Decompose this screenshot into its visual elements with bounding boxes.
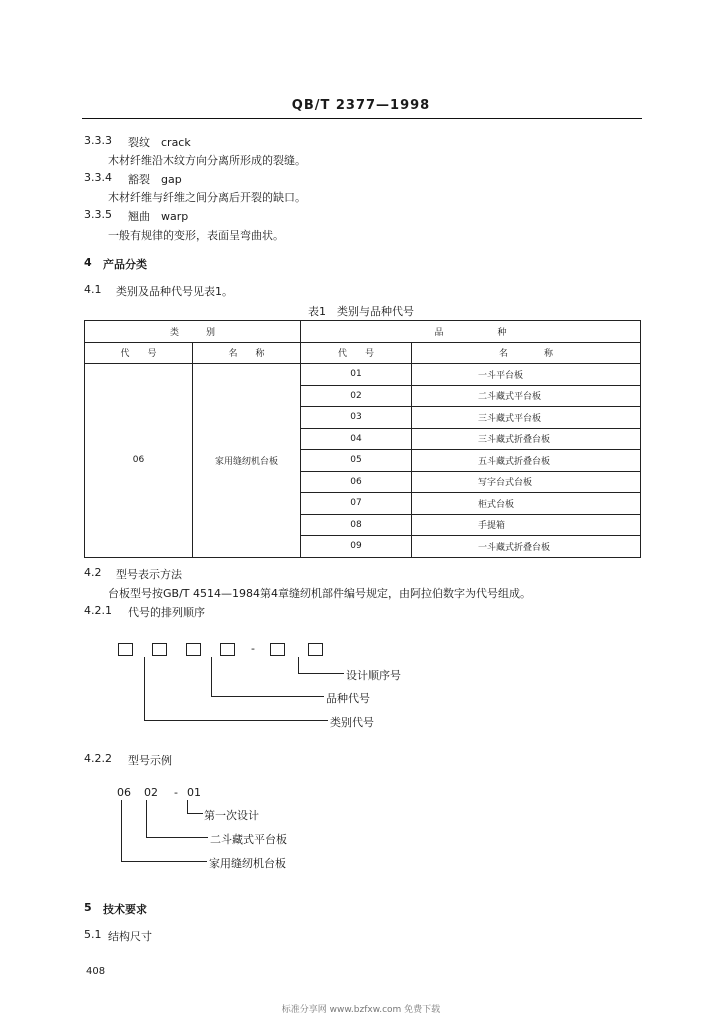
row-name: 一斗平台板 [412, 364, 641, 386]
row-name: 柜式台板 [412, 493, 641, 515]
row-code: 03 [301, 407, 412, 429]
example-code-dash: - [174, 786, 178, 799]
row-name: 写字台式台板 [412, 471, 641, 493]
connector-line [121, 861, 207, 862]
digit-box [308, 643, 323, 656]
sec-4-2-2-num: 4.2.2 [84, 752, 112, 765]
connector-line [298, 657, 299, 674]
sec-3-3-4-title: 豁裂 gap [128, 173, 182, 186]
header-rule [82, 118, 642, 119]
label-category-code: 类别代号 [330, 716, 374, 729]
sec-3-3-4-num: 3.3.4 [84, 171, 112, 184]
sec-4-1-num: 4.1 [84, 283, 102, 296]
sec-4-title: 产品分类 [103, 258, 147, 271]
row-name: 五斗藏式折叠台板 [412, 450, 641, 472]
sec-5-1-num: 5.1 [84, 928, 102, 941]
example-label-design: 第一次设计 [204, 809, 259, 822]
sec-4-2-1-num: 4.2.1 [84, 604, 112, 617]
head-variety: 品 种 [301, 321, 641, 343]
row-name: 手提箱 [412, 514, 641, 536]
digit-box [186, 643, 201, 656]
sec-4-num: 4 [84, 256, 92, 269]
page-header: QB/T 2377—1998 [291, 98, 431, 113]
row-code: 04 [301, 428, 412, 450]
sec-4-2-1-title: 代号的排列顺序 [128, 606, 205, 619]
category-code-cell: 06 [85, 364, 193, 558]
table-head-row [85, 321, 641, 343]
subhead-name: 名 称 [193, 342, 301, 364]
example-label-category: 家用缝纫机台板 [209, 857, 286, 870]
example-code-design: 01 [187, 786, 201, 799]
example-code-category: 06 [117, 786, 131, 799]
footer-watermark: 标准分享网 www.bzfxw.com 免费下载 [281, 1005, 441, 1015]
subhead-name2: 名 称 [412, 342, 641, 364]
connector-line [187, 800, 188, 814]
row-name: 三斗藏式平台板 [412, 407, 641, 429]
sec-3-3-5-body: 一般有规律的变形，表面呈弯曲状。 [108, 229, 284, 242]
row-code: 07 [301, 493, 412, 515]
subhead-code: 代 号 [85, 342, 193, 364]
table-caption: 表1 类别与品种代号 [308, 305, 414, 318]
row-code: 06 [301, 471, 412, 493]
digit-box [270, 643, 285, 656]
sec-5-1-title: 结构尺寸 [108, 930, 152, 943]
connector-line [146, 837, 208, 838]
connector-line [146, 800, 147, 838]
row-name: 二斗藏式平台板 [412, 385, 641, 407]
sec-4-2-num: 4.2 [84, 566, 102, 579]
page-number: 408 [86, 966, 106, 977]
connector-line [144, 657, 145, 721]
sec-3-3-3-body: 木材纤维沿木纹方向分离所形成的裂缝。 [108, 154, 306, 167]
digit-box [118, 643, 133, 656]
connector-line [211, 696, 324, 697]
sec-4-2-2-title: 型号示例 [128, 754, 172, 767]
sec-3-3-5-title: 翘曲 warp [128, 210, 189, 223]
sec-4-2-body: 台板型号按GB/T 4514—1984第4章缝纫机部件编号规定，由阿拉伯数字为代号组成。 [108, 587, 531, 600]
row-code: 09 [301, 536, 412, 558]
connector-line [144, 720, 328, 721]
digit-box [152, 643, 167, 656]
sec-5-num: 5 [84, 901, 92, 914]
sec-3-3-3-num: 3.3.3 [84, 134, 112, 147]
row-code: 08 [301, 514, 412, 536]
sec-5-title: 技术要求 [103, 903, 147, 916]
label-variety-code: 品种代号 [326, 692, 370, 705]
sec-3-3-4-body: 木材纤维与纤维之间分离后开裂的缺口。 [108, 191, 306, 204]
row-code: 02 [301, 385, 412, 407]
example-code-variety: 02 [144, 786, 158, 799]
connector-line [211, 657, 212, 697]
table-row [85, 364, 641, 386]
code-dash: - [251, 642, 255, 655]
label-design-order: 设计顺序号 [346, 669, 401, 682]
sec-4-1-text: 类别及品种代号见表1。 [116, 285, 233, 298]
category-name-cell: 家用缝纫机台板 [193, 364, 301, 558]
row-name: 一斗藏式折叠台板 [412, 536, 641, 558]
connector-line [121, 800, 122, 862]
sec-3-3-5-num: 3.3.5 [84, 208, 112, 221]
row-name: 三斗藏式折叠台板 [412, 428, 641, 450]
digit-box [220, 643, 235, 656]
subhead-code2: 代 号 [301, 342, 412, 364]
connector-line [298, 673, 344, 674]
sec-3-3-3-title: 裂纹 crack [128, 136, 191, 149]
head-category: 类 别 [85, 321, 301, 343]
row-code: 01 [301, 364, 412, 386]
connector-line [187, 813, 203, 814]
table-subhead-row [85, 342, 641, 364]
example-label-variety: 二斗藏式平台板 [210, 833, 287, 846]
row-code: 05 [301, 450, 412, 472]
sec-4-2-title: 型号表示方法 [116, 568, 182, 581]
classification-table [84, 320, 641, 558]
